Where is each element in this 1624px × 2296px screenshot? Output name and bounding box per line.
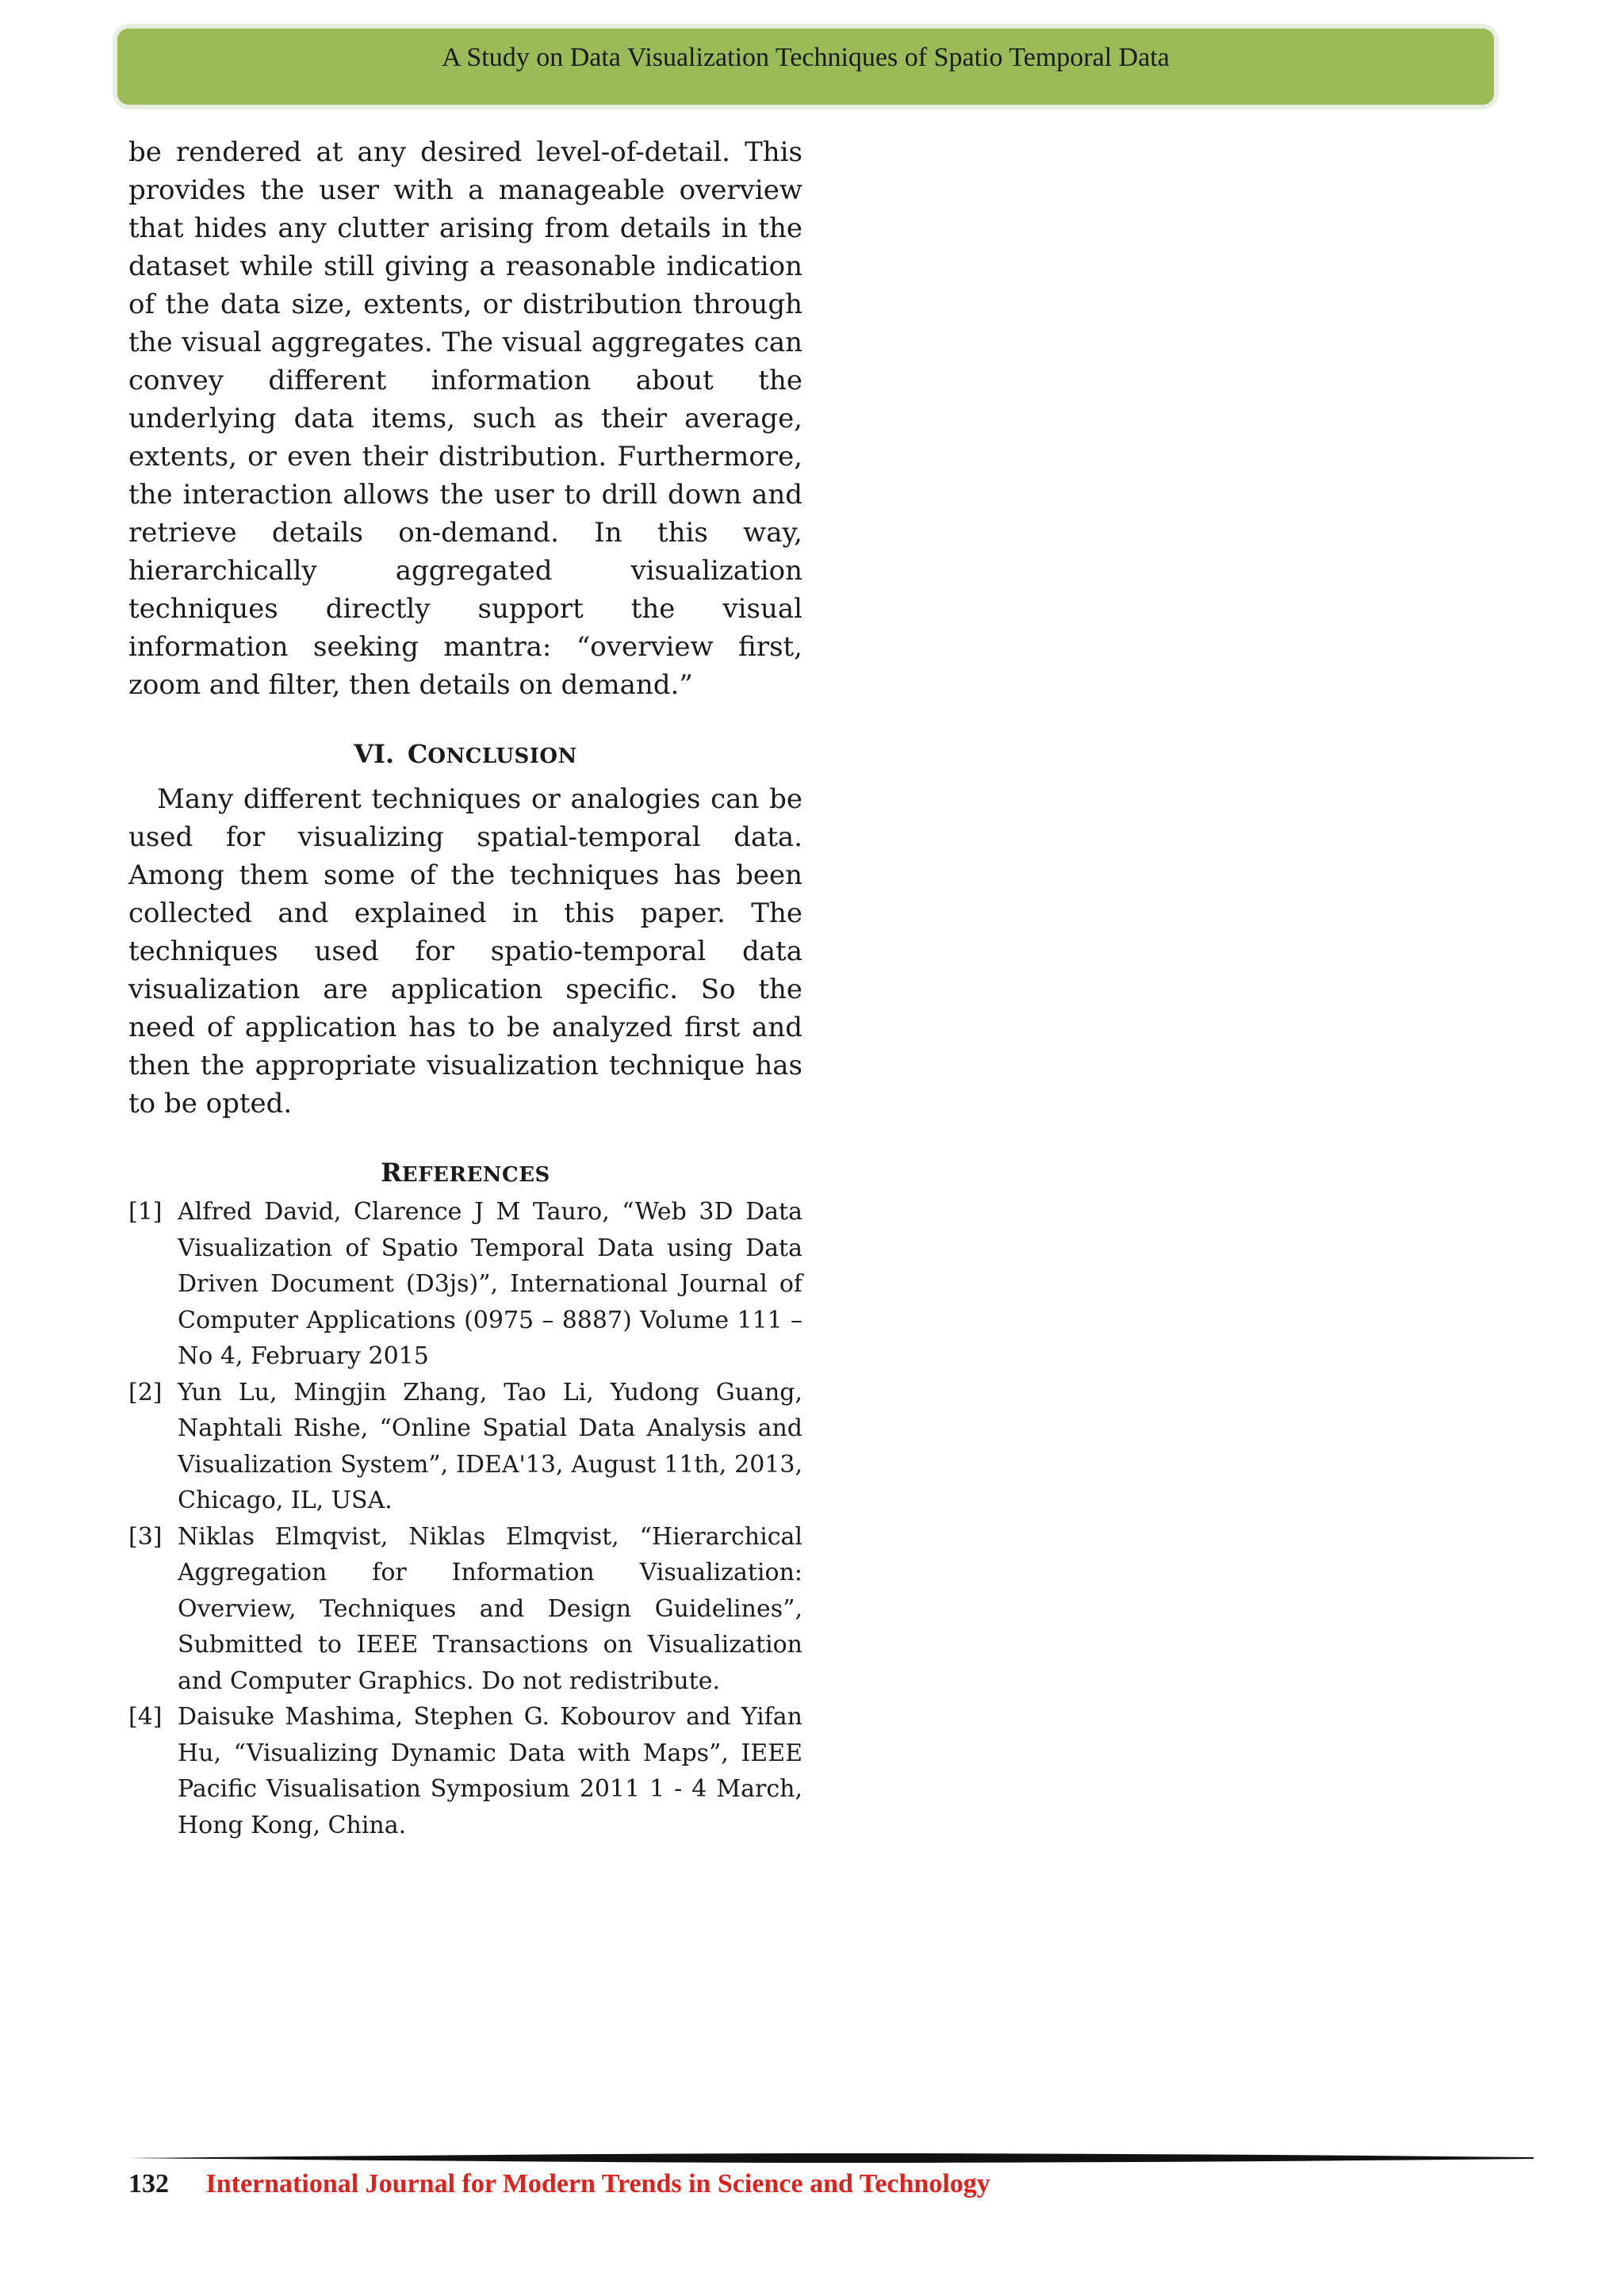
reference-text: Daisuke Mashima, Stephen G. Kobourov and Yifan Hu, “Visualizing Dynamic Data with Maps”, IEEE Pacific Visualisation Symposium 2011 1 - 4 March, Hong Kong, China. [178, 1703, 802, 1839]
section-number: VI. [354, 739, 395, 769]
reference-text: Yun Lu, Mingjin Zhang, Tao Li, Yudong Guang, Naphtali Rishe, “Online Spatial Data Analysis and Visualization System”, IDEA'13, August 11th, 2013, Chicago, IL, USA. [178, 1378, 802, 1514]
section-heading-conclusion [128, 739, 802, 769]
left-column [128, 133, 802, 1843]
reference-number: [2] [128, 1378, 163, 1406]
footer-rule [128, 2153, 1534, 2163]
reference-text: Alfred David, Clarence J M Tauro, “Web 3D Data Visualization of Spatio Temporal Data using Data Driven Document (D3js)”, International Journal of Computer Applications (0975 – 8887) Volume 111 – No 4, February 2015 [178, 1198, 802, 1370]
reference-item [128, 1194, 802, 1375]
reference-list [128, 1194, 802, 1843]
journal-name: International Journal for Modern Trends in Science and Technology [205, 2169, 990, 2198]
reference-item [128, 1699, 802, 1843]
reference-number: [3] [128, 1522, 163, 1551]
reference-number: [1] [128, 1198, 163, 1226]
reference-number: [4] [128, 1703, 163, 1731]
section-title-rest: ONCLUSION [427, 744, 577, 768]
reference-text: Niklas Elmqvist, Niklas Elmqvist, “Hierarchical Aggregation for Information Visualization: Overview, Techniques and Design Guidelines”, Submitted to IEEE Transactions on Visualization and Computer Graphics. Do not redistribute. [178, 1522, 802, 1695]
running-header-title: A Study on Data Visualization Techniques of Spatio Temporal Data [442, 43, 1170, 72]
page-number: 132 [128, 2169, 169, 2198]
conclusion-paragraph: Many different techniques or analogies can be used for visualizing spatial-temporal data. Among them some of the techniques has been collected and explained in this paper. The techniques used for spatio-temporal data visualization are application specific. So the need of application has to be analyzed first and then the appropriate visualization technique has to be opted. [128, 783, 802, 1119]
references-title-initial: R [381, 1158, 402, 1188]
references-title-rest: EFERENCES [401, 1163, 550, 1187]
page-footer [128, 2169, 990, 2199]
section-heading-references [128, 1158, 802, 1188]
reference-item [128, 1519, 802, 1700]
section-title-initial: C [407, 739, 428, 769]
reference-item [128, 1375, 802, 1519]
running-header [117, 29, 1494, 105]
body-paragraph: be rendered at any desired level-of-detail. This provides the user with a manageable overview that hides any clutter arising from details in the dataset while still giving a reasonable indication of the data size, extents, or distribution through the visual aggregates. The visual aggregates can convey different information about the underlying data items, such as their average, extents, or even their distribution. Furthermore, the interaction allows the user to drill down and retrieve details on-demand. In this way, hierarchically aggregated visualization techniques directly support the visual information seeking mantra: “overview first, zoom and filter, then details on demand.” [128, 136, 802, 701]
